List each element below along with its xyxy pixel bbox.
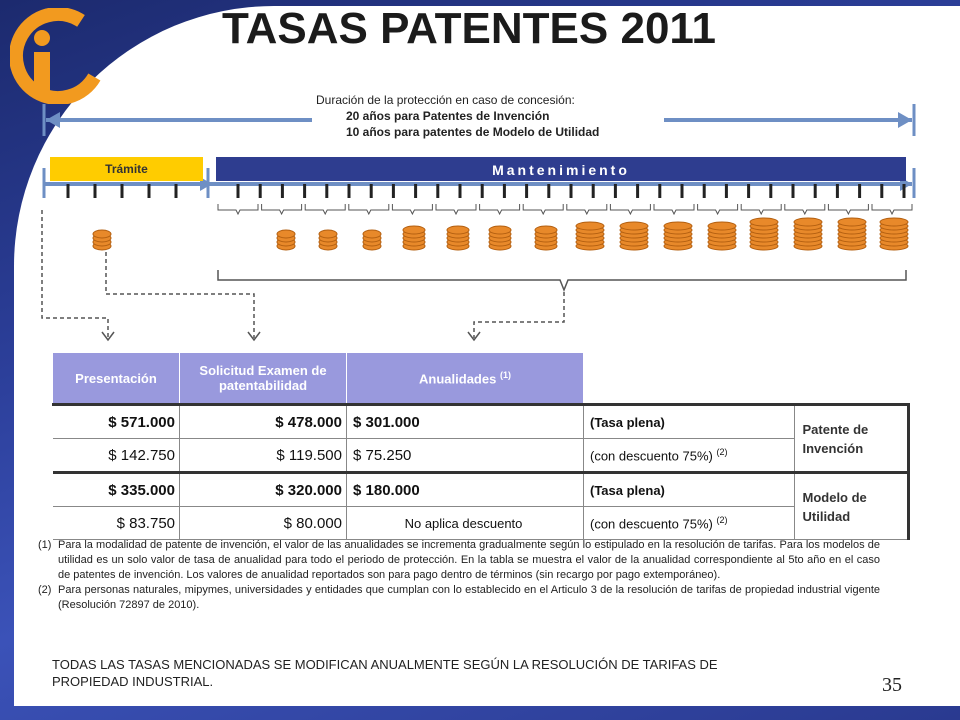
cell-anualidades: No aplica descuento	[347, 507, 584, 540]
mantenimiento-phase-label: Mantenimiento	[216, 157, 906, 181]
coin-icon	[664, 222, 692, 230]
header-examen: Solicitud Examen de patentabilidad	[180, 353, 347, 405]
year-brace	[305, 204, 345, 214]
coin-icon	[576, 222, 604, 230]
cell-examen: $ 119.500	[180, 439, 347, 473]
page-title: TASAS PATENTES 2011	[222, 4, 716, 53]
tramite-phase-label: Trámite	[50, 157, 203, 181]
header-anualidades-label: Anualidades	[419, 371, 497, 387]
coin-icon	[403, 226, 425, 234]
coin-stack-icon	[535, 226, 557, 250]
coin-stack-icon	[664, 222, 692, 250]
coin-stack-icon	[880, 218, 908, 250]
header-anualidades-ref: (1)	[499, 369, 511, 380]
year-brace	[741, 204, 781, 214]
coin-stack-icon	[403, 226, 425, 250]
footnote-text: Para personas naturales, mipymes, universidades y entidades que cumplan con lo establecido en el Articulo 3 de la resolución de tarifas de propiedad industrial vigente (Resolución 72897 de 2010).	[58, 584, 880, 611]
footer-note: TODAS LAS TASAS MENCIONADAS SE MODIFICAN ANUALMENTE SEGÚN LA RESOLUCIÓN DE TARIFAS DE PROPIEDAD INDUSTRIAL.	[52, 657, 718, 689]
cell-note: (Tasa plena)	[584, 473, 795, 507]
coin-icon	[535, 226, 557, 234]
coin-icon	[277, 230, 295, 238]
table-row	[53, 473, 909, 507]
cell-note-ref: (2)	[716, 446, 728, 457]
cell-presentacion: $ 142.750	[53, 439, 180, 473]
footnote-text: Para la modalidad de patente de invención, el valor de las anualidades se incrementa gradualmente según lo estipulado en la resolución de tarifas. Para los modelos de utilidad es un solo valor de tasa de anualidad para todo el periodo de protección. En la tabla se muestra el valor de la anualidad correspondiente al 5to año en el caso de patentes de invención. Los valores de anualidad reportados son para pago dentro de términos (sin recargo por pago extemporáneo).	[58, 539, 880, 581]
year-brace	[698, 204, 738, 214]
table-header-row	[53, 353, 909, 405]
fees-table	[52, 352, 910, 540]
annual-brace	[218, 270, 906, 290]
coin-icon	[838, 218, 866, 226]
year-brace	[262, 204, 302, 214]
year-brace	[392, 204, 432, 214]
coin-stack-icon	[93, 230, 111, 250]
coin-icon	[93, 230, 111, 238]
coin-icon	[620, 222, 648, 230]
cell-note	[584, 439, 795, 473]
cell-note: (Tasa plena)	[584, 405, 795, 439]
coin-stack-icon	[708, 222, 736, 250]
year-brace	[872, 204, 912, 214]
footnote-number: (2)	[38, 584, 52, 596]
cell-note-text: (con descuento 75%)	[590, 516, 713, 532]
coin-icon	[447, 226, 469, 234]
cell-anualidades: $ 75.250	[347, 439, 584, 473]
year-brace	[567, 204, 607, 214]
year-braces	[218, 204, 912, 214]
year-brace	[828, 204, 868, 214]
footnote	[38, 538, 880, 583]
cell-anualidades: $ 180.000	[347, 473, 584, 507]
year-brace	[436, 204, 476, 214]
cell-presentacion: $ 83.750	[53, 507, 180, 540]
coin-stack-icon	[363, 230, 381, 250]
duration-line-1: Duración de la protección en caso de concesión:	[316, 93, 575, 107]
coin-icon	[319, 230, 337, 238]
year-brace	[654, 204, 694, 214]
coin-stack-icon	[750, 218, 778, 250]
coin-stack-icon	[319, 230, 337, 250]
footnote-number: (1)	[38, 539, 52, 551]
year-brace	[523, 204, 563, 214]
cell-presentacion: $ 335.000	[53, 473, 180, 507]
cell-note	[584, 507, 795, 540]
cell-examen: $ 478.000	[180, 405, 347, 439]
header-anualidades	[347, 353, 584, 405]
connector-arrowheads	[102, 332, 480, 340]
cell-anualidades: $ 301.000	[347, 405, 584, 439]
group-label-invencion: Patente de Invención	[794, 405, 908, 473]
coin-icon	[880, 218, 908, 226]
cell-examen: $ 80.000	[180, 507, 347, 540]
year-ticks	[68, 184, 904, 198]
coin-icon	[489, 226, 511, 234]
duration-line-2: 20 años para Patentes de Invención	[346, 109, 550, 123]
page-number: 35	[882, 674, 902, 696]
table-row	[53, 405, 909, 439]
coin-stack-icon	[620, 222, 648, 250]
coin-stack-icon	[794, 218, 822, 250]
duration-line-3: 10 años para patentes de Modelo de Utilidad	[346, 125, 600, 139]
coin-icon	[708, 222, 736, 230]
year-brace	[480, 204, 520, 214]
cell-presentacion: $ 571.000	[53, 405, 180, 439]
year-brace	[349, 204, 389, 214]
coin-icon	[750, 218, 778, 226]
coin-stack-icon	[489, 226, 511, 250]
coin-icon	[794, 218, 822, 226]
cell-note-ref: (2)	[716, 514, 728, 525]
coin-stack-icon	[838, 218, 866, 250]
year-brace	[785, 204, 825, 214]
duration-box	[312, 92, 664, 148]
coin-stack-icon	[576, 222, 604, 250]
year-brace	[610, 204, 650, 214]
dashed-connectors	[42, 210, 564, 338]
coin-stack-icon	[277, 230, 295, 250]
coin-stacks	[93, 218, 908, 250]
group-label-utilidad: Modelo de Utilidad	[794, 473, 908, 540]
coin-icon	[363, 230, 381, 238]
table-row	[53, 507, 909, 540]
table-row	[53, 439, 909, 473]
cell-note-text: (con descuento 75%)	[590, 448, 713, 464]
year-brace	[218, 204, 258, 214]
coin-stack-icon	[447, 226, 469, 250]
header-presentacion: Presentación	[53, 353, 180, 405]
footnotes	[38, 538, 880, 613]
cell-examen: $ 320.000	[180, 473, 347, 507]
footnote	[38, 583, 880, 613]
